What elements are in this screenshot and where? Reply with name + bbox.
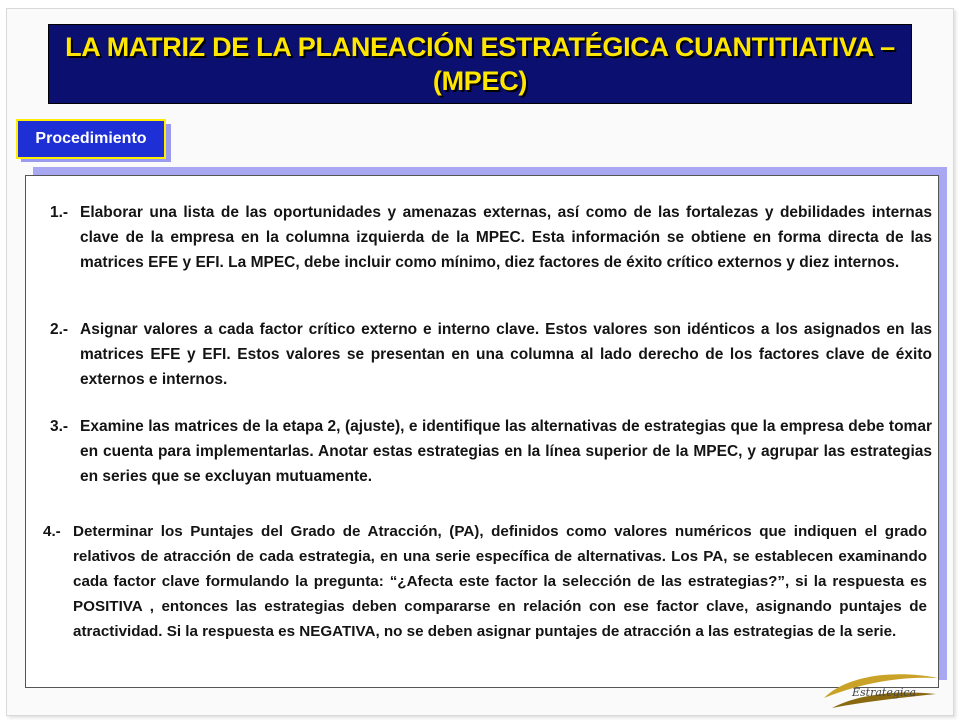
step-4 — [43, 519, 927, 644]
step-4-number: 4.- — [43, 523, 61, 540]
estrategica-logo — [818, 668, 942, 716]
step-3 — [50, 414, 932, 489]
content-panel — [25, 175, 939, 688]
step-2-number: 2.- — [50, 321, 69, 338]
logo-text: Estrategica — [852, 686, 917, 699]
step-2 — [50, 317, 932, 392]
step-1 — [50, 200, 932, 275]
step-3-text: Examine las matrices de la etapa 2, (ajuste), e identifique las alternativas de estrategias que la empresa debe tomar en cuenta para implementarlas. Anotar estas estrategias en la línea superior de la MPEC, y agrupar las estrategias en series que se excluyan mutuamente. — [80, 418, 932, 485]
page-title: LA MATRIZ DE LA PLANEACIÓN ESTRATÉGICA CUANTITIATIVA – (MPEC) — [65, 32, 895, 96]
step-4-text: Determinar los Puntajes del Grado de Atracción, (PA), definidos como valores numéricos que indiquen el grado relativos de atracción de cada estrategia, en una serie específica de alternativas. Los PA, se establecen examinando cada factor clave formulando la pregunta: “¿Afecta este factor la selección de las estrategias?”, si la respuesta es POSITIVA , entonces las estrategias deben compararse en relación con ese factor clave, asignando puntajes de atractividad. Si la respuesta es NEGATIVA, no se deben asignar puntajes de atracción a las estrategias de la serie. — [73, 523, 927, 640]
step-1-number: 1.- — [50, 204, 69, 221]
step-3-number: 3.- — [50, 418, 69, 435]
procedimiento-label: Procedimiento — [16, 119, 166, 159]
step-2-text: Asignar valores a cada factor crítico externo e interno clave. Estos valores son idénticos a los asignados en las matrices EFE y EFI. Estos valores se presentan en una columna al lado derecho de los factores clave de éxito externos e internos. — [80, 321, 932, 388]
step-1-text: Elaborar una lista de las oportunidades y amenazas externas, así como de las fortalezas y debilidades internas clave de la empresa en la columna izquierda de la MPEC. Esta información se obtiene en forma directa de las matrices EFE y EFI. La MPEC, debe incluir como mínimo, diez factores de éxito crítico externos y diez internos. — [80, 204, 932, 271]
title-banner — [48, 24, 912, 104]
